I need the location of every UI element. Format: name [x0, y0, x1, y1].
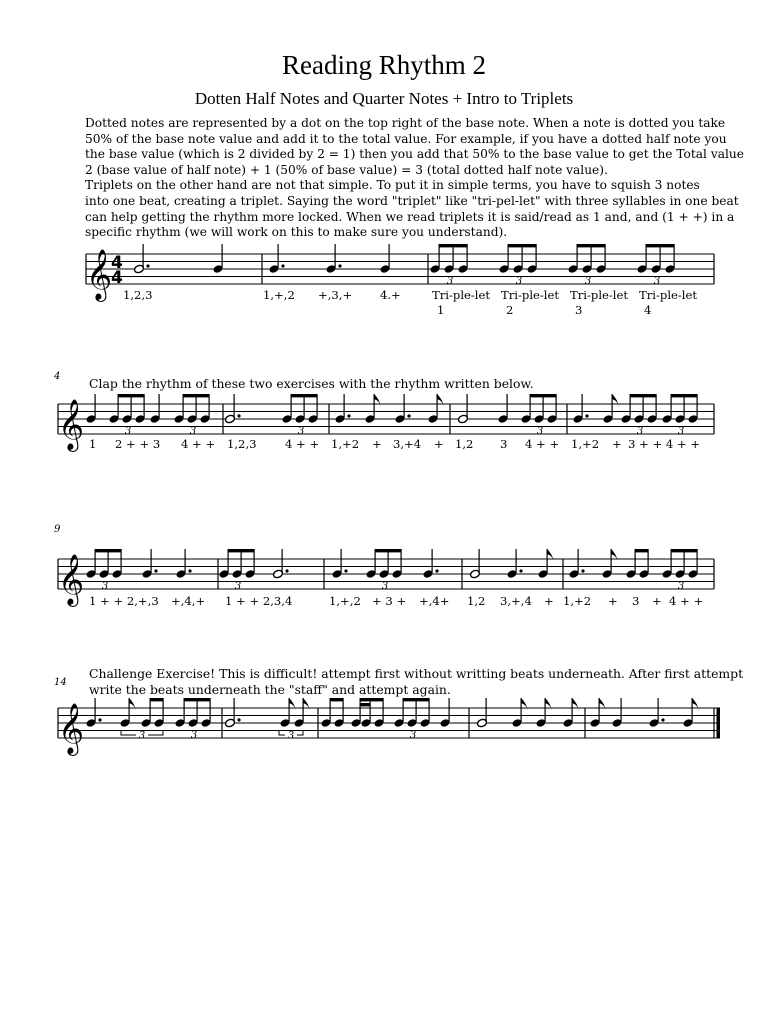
beam: [577, 244, 605, 247]
count-label: 1,2: [455, 437, 474, 451]
tuplet-number: 3: [381, 581, 389, 592]
intro-line: specific rhythm (we will work on this to make sure you understand).: [85, 225, 508, 240]
tuplet-number: 3: [138, 730, 146, 742]
count-label: +,3,+: [318, 288, 353, 302]
intro-paragraph: [85, 116, 744, 241]
count-label: 3 + + 4 + +: [628, 437, 701, 451]
measure-number: 9: [54, 524, 61, 535]
count-label: +: [544, 594, 554, 608]
beam: [95, 549, 121, 552]
augmentation-dot: [98, 718, 101, 721]
beam: [118, 394, 144, 397]
count-label: 1,+2: [331, 437, 360, 451]
intro-line: can help getting the rhythm more locked. When we read triplets it is said/read as 1 and, and (1 + +) in a: [85, 209, 735, 224]
count-label: +: [652, 594, 662, 608]
eighth-flag: [611, 549, 618, 563]
augmentation-dot: [146, 264, 149, 267]
count-label: 4 + +: [669, 594, 704, 608]
eighth-flag: [547, 549, 554, 563]
measure-number: 4: [54, 371, 61, 382]
augmentation-dot: [237, 718, 240, 721]
augmentation-dot: [344, 569, 347, 572]
beam: [375, 549, 401, 552]
count-label: +: [434, 437, 444, 451]
beam: [183, 394, 209, 397]
tuplet-number: 3: [409, 730, 417, 741]
augmentation-dot: [237, 414, 240, 417]
count-label: 1,+2: [571, 437, 600, 451]
count-label: 1,2: [467, 594, 486, 608]
measure-number: 14: [54, 677, 67, 688]
tuplet-number: 3: [536, 426, 544, 437]
tuplet-number: 3: [677, 581, 685, 592]
beam: [291, 394, 317, 397]
count-label: 1,+2: [563, 594, 592, 608]
tuplet-number: 3: [124, 426, 132, 437]
count-label: 3: [500, 437, 508, 451]
beam: [184, 698, 210, 701]
count-label: Tri-ple-let: [501, 288, 560, 302]
count-label: 3,+4: [393, 437, 422, 451]
page-subtitle: Dotten Half Notes and Quarter Notes + Intro to Triplets: [194, 89, 574, 108]
tuplet-number: 3: [515, 276, 523, 287]
count-label: + 3 +: [372, 594, 407, 608]
count-label: 4 + +: [181, 437, 216, 451]
augmentation-dot: [188, 569, 191, 572]
tuplet-number: 3: [234, 581, 242, 592]
page-title: Reading Rhythm 2: [282, 50, 486, 80]
augmentation-dot: [338, 264, 341, 267]
tuplet-number: 3: [653, 276, 661, 287]
treble-clef-icon: 𝄞: [58, 399, 85, 450]
count-label: 1 + + 2,+,3: [89, 594, 159, 608]
staff-system-4: [0, 694, 768, 754]
intro-line: 2 (base value of half note) + 1 (50% of base value) = 3 (total dotted half note value).: [85, 162, 608, 177]
treble-clef-icon: 𝄞: [86, 249, 113, 300]
beam: [646, 244, 674, 247]
beam: [508, 244, 536, 247]
tuplet-number: 3: [584, 276, 592, 287]
instruction-text: Clap the rhythm of these two exercises with the rhythm written below.: [89, 376, 534, 391]
eighth-flag: [612, 394, 619, 408]
count-label: 1: [89, 437, 97, 451]
beam: [439, 244, 467, 247]
beam: [671, 549, 697, 552]
beat-number: 2: [506, 303, 514, 317]
time-signature-bottom: 4: [111, 268, 123, 288]
eighth-flag: [545, 698, 552, 712]
intro-line: 50% of the base note value and add it to the total value. For example, if you have a dotted half note you: [85, 131, 727, 146]
augmentation-dot: [519, 569, 522, 572]
time-signature-top: 4: [111, 253, 123, 273]
treble-clef-icon: 𝄞: [58, 554, 85, 605]
beam: [403, 698, 429, 701]
count-label: +: [612, 437, 622, 451]
tuplet-number: 3: [101, 581, 109, 592]
count-label: 2 + + 3: [115, 437, 161, 451]
beam: [635, 549, 648, 552]
augmentation-dot: [285, 569, 288, 572]
count-label: 1,2,3: [123, 288, 153, 302]
tuplet-number: 3: [189, 426, 197, 437]
tuplet-number: 3: [636, 426, 644, 437]
beam: [228, 549, 254, 552]
final-barline-thick: [717, 708, 721, 738]
tuplet-number: 3: [287, 730, 295, 742]
beam: [330, 698, 343, 701]
intro-line: Triplets on the other hand are not that simple. To put it in simple terms, you have to squish 3 notes: [85, 178, 700, 193]
count-label: 4 + +: [525, 437, 560, 451]
count-label: Tri-ple-let: [432, 288, 491, 302]
eighth-flag: [572, 698, 579, 712]
instruction-text: Challenge Exercise! This is difficult! attempt first without writting beats underneath. After first attempt: [89, 666, 744, 681]
augmentation-dot: [435, 569, 438, 572]
beat-number: 3: [575, 303, 583, 317]
beat-number: 1: [437, 303, 445, 317]
beat-number: 4: [644, 303, 652, 317]
count-label: 3: [632, 594, 640, 608]
augmentation-dot: [581, 569, 584, 572]
eighth-flag: [692, 698, 699, 712]
intro-line: into one beat, creating a triplet. Saying the word "triplet" like "tri-pel-let" with three syllables in one beat: [85, 193, 739, 208]
augmentation-dot: [347, 414, 350, 417]
eighth-flag: [374, 394, 381, 408]
count-label: 4 + +: [285, 437, 320, 451]
count-label: +: [608, 594, 618, 608]
augmentation-dot: [281, 264, 284, 267]
eighth-flag: [129, 698, 136, 712]
secondary-beam: [360, 703, 370, 706]
count-label: 1,+,2: [263, 288, 295, 302]
augmentation-dot: [585, 414, 588, 417]
eighth-flag: [289, 698, 296, 712]
tuplet-number: 3: [677, 426, 685, 437]
instruction-text: write the beats underneath the "staff" and attempt again.: [89, 682, 451, 697]
eighth-flag: [303, 698, 310, 712]
eighth-flag: [599, 698, 606, 712]
eighth-flag: [521, 698, 528, 712]
count-label: +,4+: [419, 594, 450, 608]
count-label: 4.+: [380, 288, 401, 302]
beam: [630, 394, 656, 397]
augmentation-dot: [407, 414, 410, 417]
beam: [360, 698, 383, 701]
count-label: +: [372, 437, 382, 451]
eighth-flag: [437, 394, 444, 408]
tuplet-number: 3: [190, 730, 198, 741]
count-label: 3,+,4: [500, 594, 532, 608]
tuplet-number: 3: [446, 276, 454, 287]
intro-line: the base value (which is 2 divided by 2 = 1) then you add that 50% to the base value to get the Total value: [85, 147, 744, 162]
count-label: +,4,+: [171, 594, 206, 608]
count-label: 1,2,3: [227, 437, 257, 451]
count-label: Tri-ple-let: [570, 288, 629, 302]
tuplet-number: 3: [297, 426, 305, 437]
intro-line: Dotted notes are represented by a dot on the top right of the base note. When a note is dotted you take: [85, 116, 726, 130]
treble-clef-icon: 𝄞: [58, 703, 85, 754]
beam: [150, 698, 163, 701]
augmentation-dot: [661, 718, 664, 721]
count-label: 1 + + 2,3,4: [225, 594, 293, 608]
count-label: Tri-ple-let: [639, 288, 698, 302]
beam: [530, 394, 556, 397]
count-label: 1,+,2: [329, 594, 361, 608]
beam: [671, 394, 697, 397]
augmentation-dot: [154, 569, 157, 572]
